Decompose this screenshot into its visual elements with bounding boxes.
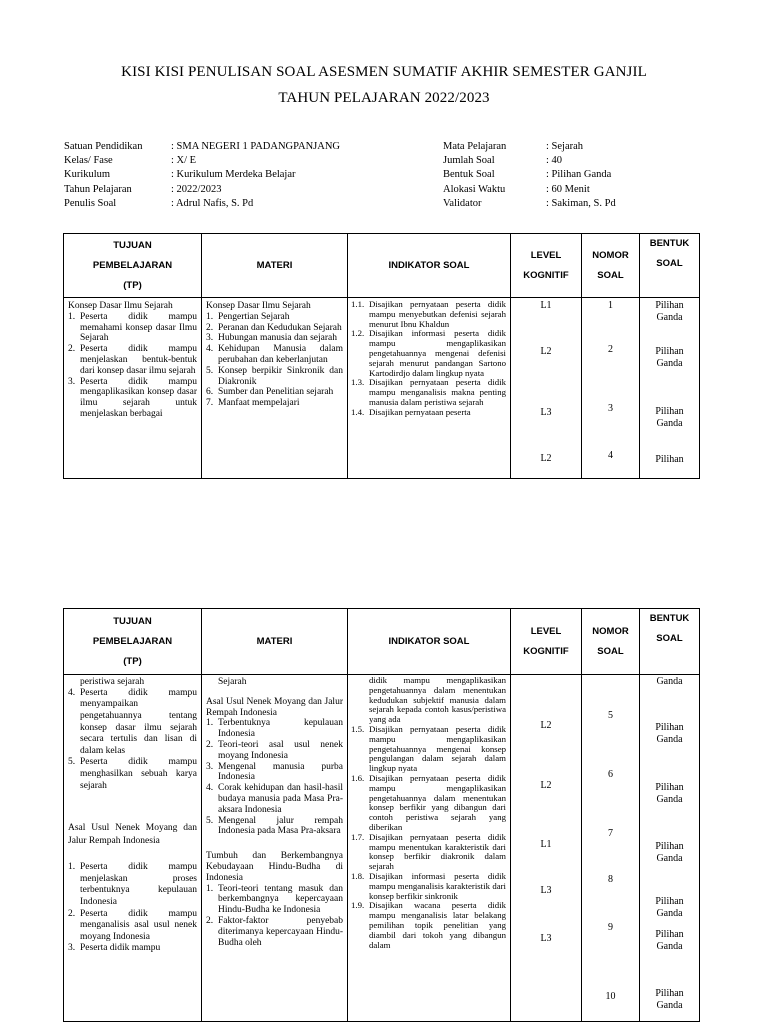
- list-item: [351, 774, 506, 833]
- materi-heading: Asal Usul Nenek Moyang dan Jalur Rempah Indonesia: [206, 696, 343, 718]
- list-text: Disajikan informasi peserta didik mampu menganalisis karakteristik dari konsep berfikir sinkronik: [369, 870, 506, 901]
- header-tp-line3: (TP): [123, 655, 142, 667]
- level-value: L2: [540, 780, 552, 791]
- materi-list: [206, 312, 343, 409]
- bentuk-value: Pilihan Ganda: [655, 722, 684, 745]
- list-item: [206, 718, 343, 740]
- header-level-line1: LEVEL: [530, 249, 562, 261]
- table-body-row: [64, 298, 700, 479]
- level-value: L1: [540, 300, 552, 311]
- list-item: [206, 762, 343, 784]
- table-header-row: [64, 234, 700, 298]
- bentuk-value: Pilihan Ganda: [655, 896, 684, 919]
- list-text: Mengenal manusia purba Indonesia: [218, 761, 343, 783]
- bentuk-value: Ganda: [656, 676, 683, 687]
- bentuk-cell: [640, 298, 700, 479]
- list-item: [351, 329, 506, 378]
- info-left: [64, 140, 404, 211]
- materi-list: [206, 884, 343, 949]
- header-level-line2: KOGNITIF: [523, 645, 569, 657]
- list-number: 1.2.: [351, 328, 365, 339]
- list-text: Peserta didik mampu menganalisis asal usul nenek moyang Indonesia: [80, 908, 197, 942]
- list-number: 3.: [206, 333, 214, 344]
- tp-heading: Konsep Dasar Ilmu Sejarah: [68, 301, 173, 311]
- nomor-value: 7: [608, 828, 613, 839]
- list-item: [68, 943, 197, 955]
- list-item: [68, 312, 197, 344]
- kisi-table-page2: [63, 608, 700, 1022]
- header-tp: [64, 234, 202, 298]
- list-item: [351, 725, 506, 774]
- nomor-cell: [582, 298, 640, 479]
- header-nomor-line1: NOMOR: [592, 625, 629, 637]
- table-header-row: [64, 609, 700, 675]
- info-label: Mata Pelajaran: [443, 141, 507, 152]
- info-value: : Pilihan Ganda: [546, 169, 612, 181]
- header-bentuk-line2: SOAL: [656, 633, 683, 644]
- list-item: [206, 323, 343, 334]
- header-level: [511, 234, 582, 298]
- list-item: [351, 901, 506, 950]
- info-row: [443, 140, 693, 154]
- list-text: Peserta didik mampu menjelaskan proses terbentuknya kepulauan Indonesia: [80, 862, 197, 907]
- header-level-line2: KOGNITIF: [523, 269, 569, 281]
- header-tp-line2: PEMBELAJARAN: [92, 259, 173, 271]
- info-row: [64, 168, 404, 182]
- tp-cell: [64, 298, 202, 479]
- list-item: [68, 862, 197, 908]
- list-text: Terbentuknya kepulauan Indonesia: [218, 718, 343, 740]
- list-text: didik mampu mengaplikasikan pengetahuannya dalam menentukan kedudukan subjektif manusia dalam sejarah kepada contoh kasus/peristiwa yang ada: [369, 675, 506, 725]
- bentuk-value: Pilihan: [655, 454, 684, 465]
- table-body-row: [64, 675, 700, 1022]
- header-nomor-line2: SOAL: [597, 269, 624, 281]
- tp-list: [68, 862, 197, 955]
- info-label: Kelas/ Fase: [64, 155, 113, 167]
- list-item: [206, 366, 343, 388]
- list-item: [206, 884, 343, 916]
- list-number: 1.: [206, 718, 214, 729]
- list-text: Corak kehidupan dan hasil-hasil budaya manusia pada Masa Pra-aksara Indonesia: [218, 783, 343, 815]
- header-level: [511, 609, 582, 675]
- tp-cell: [64, 675, 202, 1022]
- list-text: Mengenal jalur rempah Indonesia pada Masa Pra-aksara: [218, 815, 343, 837]
- nomor-value: 10: [605, 991, 616, 1002]
- list-text: Kehidupan Manusia dalam perubahan dan keberlanjutan: [218, 344, 343, 365]
- list-text: Hubungan manusia dan sejarah: [218, 333, 337, 344]
- list-text: Manfaat mempelajari: [218, 398, 300, 409]
- header-tp-line3: (TP): [123, 279, 142, 291]
- list-text: Konsep berpikir Sinkronik dan Diakronik: [218, 365, 343, 387]
- info-label: Jumlah Soal: [443, 155, 495, 167]
- info-row: [443, 154, 693, 168]
- bentuk-value: Pilihan Ganda: [655, 406, 684, 429]
- info-label: Satuan Pendidikan: [64, 141, 143, 152]
- materi-heading: Tumbuh dan Berkembangnya Kebudayaan Hindu-Budha di Indonesia: [206, 851, 343, 883]
- tp-heading: Asal Usul Nenek Moyang dan Jalur Rempah Indonesia: [68, 823, 197, 847]
- list-text: Peserta didik mampu menjelaskan bentuk-bentuk dari konsep dasar ilmu sejarah: [80, 344, 197, 376]
- bentuk-value: Pilihan Ganda: [655, 346, 684, 369]
- list-number: 5.: [206, 815, 214, 826]
- info-row: [64, 154, 404, 168]
- indikator-list: [351, 676, 506, 950]
- info-value: : 60 Menit: [546, 183, 590, 195]
- list-number: 1.1.: [351, 299, 365, 309]
- list-number: 1.: [68, 862, 76, 873]
- nomor-cell: [582, 675, 640, 1022]
- list-item: [206, 312, 343, 323]
- header-bentuk: [640, 609, 700, 675]
- document-title: KISI KISI PENULISAN SOAL ASESMEN SUMATIF AKHIR SEMESTER GANJIL: [121, 64, 647, 80]
- list-text: Teori-teori tentang masuk dan berkembangnya kepercayaan Hindu-Budha ke Indonesia: [218, 883, 343, 916]
- list-number: 4.: [206, 344, 214, 355]
- list-number: 7.: [206, 398, 214, 409]
- header-materi: MATERI: [202, 234, 348, 298]
- header-tp: [64, 609, 202, 675]
- info-value: : Sakiman, S. Pd: [546, 197, 616, 209]
- materi-cell: [202, 675, 348, 1022]
- kisi-table-page1: [63, 233, 700, 479]
- list-text: Disajikan pernyataan peserta: [369, 406, 471, 417]
- info-row: [64, 197, 404, 211]
- list-item: [68, 909, 197, 944]
- list-number: 1.3.: [351, 377, 365, 388]
- header-indikator: INDIKATOR SOAL: [348, 609, 511, 675]
- list-item: [206, 783, 343, 815]
- nomor-value: 3: [608, 403, 613, 414]
- list-text: Faktor-faktor penyebab diterimanya kepercayaan Hindu-Budha oleh: [218, 915, 343, 948]
- list-number: 1.: [68, 311, 76, 322]
- list-text: Peserta didik mampu memahami konsep dasar Ilmu Sejarah: [80, 311, 197, 344]
- list-number: 2.: [206, 739, 214, 750]
- header-nomor-line2: SOAL: [597, 645, 624, 657]
- bentuk-cell: [640, 675, 700, 1022]
- info-label: Alokasi Waktu: [443, 183, 506, 195]
- list-item: [351, 676, 506, 725]
- list-item: [206, 387, 343, 398]
- header-bentuk: [640, 234, 700, 298]
- indikator-list: [351, 300, 506, 418]
- list-text: Peranan dan Kedudukan Sejarah: [218, 322, 342, 333]
- header-nomor: [582, 609, 640, 675]
- list-text: Peserta didik mampu mengaplikasikan konsep dasar ilmu sejarah untuk menjelaskan berbagai: [80, 376, 197, 419]
- list-number: 1.: [206, 883, 214, 894]
- materi-cell: [202, 298, 348, 479]
- tp-list: [68, 688, 197, 792]
- nomor-value: 9: [608, 922, 613, 933]
- level-value: L2: [540, 346, 552, 357]
- list-item: [206, 333, 343, 344]
- list-number: 5.: [206, 365, 214, 376]
- list-item: [351, 378, 506, 407]
- list-number: 2.: [68, 344, 76, 355]
- bentuk-value: Pilihan Ganda: [655, 988, 684, 1011]
- nomor-value: 4: [608, 450, 613, 461]
- header-nomor: [582, 234, 640, 298]
- indikator-cell: [348, 675, 511, 1022]
- list-text: Pengertian Sejarah: [218, 311, 290, 322]
- list-number: 1.: [206, 311, 214, 322]
- info-value: : 40: [546, 155, 563, 167]
- header-tp-line2: PEMBELAJARAN: [92, 635, 173, 647]
- document-subtitle: TAHUN PELAJARAN 2022/2023: [278, 90, 490, 106]
- list-text: Disajikan wacana peserta didik mampu menganalisis latar belakang pemilihan topik penelitian yang diambil dari tokoh yang dibangun dalam: [369, 900, 506, 950]
- info-label: Kurikulum: [64, 169, 111, 181]
- bentuk-value: Pilihan Ganda: [655, 782, 684, 805]
- list-number: 2.: [68, 908, 76, 919]
- indikator-cell: [348, 298, 511, 479]
- list-number: 1.8.: [351, 870, 365, 881]
- list-number: 6.: [206, 387, 214, 398]
- list-number: 1.5.: [351, 723, 365, 734]
- materi-list: [206, 718, 343, 837]
- info-row: [443, 183, 693, 197]
- list-text: Teori-teori asal usul nenek moyang Indonesia: [218, 739, 343, 761]
- list-item: [68, 688, 197, 758]
- header-level-line1: LEVEL: [530, 625, 562, 637]
- list-number: 2.: [206, 322, 214, 333]
- nomor-value: 2: [608, 344, 613, 355]
- list-item: [206, 344, 343, 366]
- info-label: Bentuk Soal: [443, 169, 495, 181]
- info-value: : Adrul Nafis, S. Pd: [171, 197, 254, 209]
- list-item: [206, 740, 343, 762]
- list-number: 1.7.: [351, 831, 365, 842]
- tp-list: [68, 312, 197, 420]
- header-nomor-line1: NOMOR: [592, 249, 629, 261]
- list-text: Disajikan pernyataan peserta didik mampu mengaplikasikan pengetahuannya dalam menentukan konsep berfikir yang dibangun dari contoh peristiwa sejarah yang diberikan: [369, 772, 506, 832]
- list-number: 4.: [206, 783, 214, 794]
- list-item: [351, 833, 506, 872]
- info-label: Tahun Pelajaran: [64, 183, 132, 195]
- list-item: [351, 872, 506, 901]
- list-item: [68, 377, 197, 420]
- level-value: L3: [540, 885, 552, 896]
- header-tp-line1: TUJUAN: [113, 615, 152, 627]
- header-indikator: INDIKATOR SOAL: [348, 234, 511, 298]
- header-tp-line1: TUJUAN: [113, 239, 152, 251]
- info-value: : 2022/2023: [171, 183, 222, 195]
- list-text: Disajikan pernyataan peserta didik mampu menentukan karakteristik dari konsep berfikir diakronik dalam sejarah: [369, 831, 506, 872]
- info-label: Validator: [443, 197, 482, 209]
- list-item: [351, 408, 506, 418]
- info-row: [64, 140, 404, 154]
- list-text: Sumber dan Penelitian sejarah: [218, 387, 334, 398]
- bentuk-value: Pilihan Ganda: [655, 300, 684, 323]
- nomor-value: 5: [608, 710, 613, 721]
- info-value: : X/ E: [171, 155, 197, 167]
- level-value: L3: [540, 407, 552, 418]
- list-number: 4.: [68, 687, 76, 698]
- header-materi: MATERI: [202, 609, 348, 675]
- list-number: 5.: [68, 757, 76, 768]
- list-text: Disajikan informasi peserta didik mampu mengaplikasikan pengetahuannya mengenai defenisi sejarah menurut pandangan Sartono Kartodirdjo dalam lingkup nyata: [369, 328, 506, 378]
- level-value: L3: [540, 933, 552, 944]
- list-number: 3.: [68, 943, 76, 954]
- level-cell: [511, 298, 582, 479]
- list-item: [206, 816, 343, 838]
- level-value: L1: [540, 839, 552, 850]
- list-number: 1.6.: [351, 772, 365, 783]
- list-text: Peserta didik mampu menghasilkan sebuah karya sejarah: [80, 757, 197, 791]
- list-number: 1.9.: [351, 900, 365, 911]
- nomor-value: 8: [608, 874, 613, 885]
- list-text: Disajikan pernyataan peserta didik mampu mengaplikasikan pengetahuannya mengenai konsep pengulangan dalam sejarah dalam lingkup nyata: [369, 723, 506, 774]
- list-item: [206, 398, 343, 409]
- nomor-value: 6: [608, 769, 613, 780]
- header-bentuk-line1: BENTUK: [649, 238, 690, 249]
- list-number: 1.4.: [351, 406, 365, 417]
- info-row: [64, 183, 404, 197]
- list-item: [351, 300, 506, 329]
- materi-continuation: Sejarah: [218, 677, 247, 687]
- nomor-value: 1: [608, 300, 613, 311]
- info-label: Penulis Soal: [64, 197, 117, 209]
- level-value: L2: [540, 720, 552, 731]
- info-value: : SMA NEGERI 1 PADANGPANJANG: [171, 141, 341, 152]
- bentuk-value: Pilihan Ganda: [655, 929, 684, 952]
- level-value: L2: [540, 453, 552, 464]
- bentuk-value: Pilihan Ganda: [655, 841, 684, 864]
- header-bentuk-line1: BENTUK: [649, 613, 690, 624]
- list-item: [206, 916, 343, 948]
- info-row: [443, 197, 693, 211]
- list-number: 2.: [206, 915, 214, 926]
- list-text: Peserta didik mampu: [80, 943, 161, 954]
- list-text: Disajikan pernyataan peserta didik mampu menganalisis makna penting manusia dalam peristiwa sejarah: [369, 377, 506, 407]
- list-item: [68, 344, 197, 376]
- info-right: [443, 140, 693, 211]
- tp-continuation: peristiwa sejarah: [80, 677, 145, 687]
- header-bentuk-line2: SOAL: [656, 258, 683, 269]
- materi-heading: Konsep Dasar Ilmu Sejarah: [206, 301, 311, 311]
- info-row: [443, 168, 693, 182]
- list-text: Disajikan pernyataan peserta didik mampu menyebutkan defenisi sejarah menurut Ibnu Khaldun: [369, 299, 506, 329]
- list-number: 3.: [206, 761, 214, 772]
- info-value: : Sejarah: [546, 141, 584, 152]
- list-text: Peserta didik mampu menyampaikan pengetahuannya tentang konsep dasar ilmu sejarah secara tertulis dan lisan di dalam kelas: [80, 687, 197, 756]
- list-number: 3.: [68, 376, 76, 387]
- level-cell: [511, 675, 582, 1022]
- list-item: [68, 757, 197, 792]
- info-value: : Kurikulum Merdeka Belajar: [171, 169, 296, 181]
